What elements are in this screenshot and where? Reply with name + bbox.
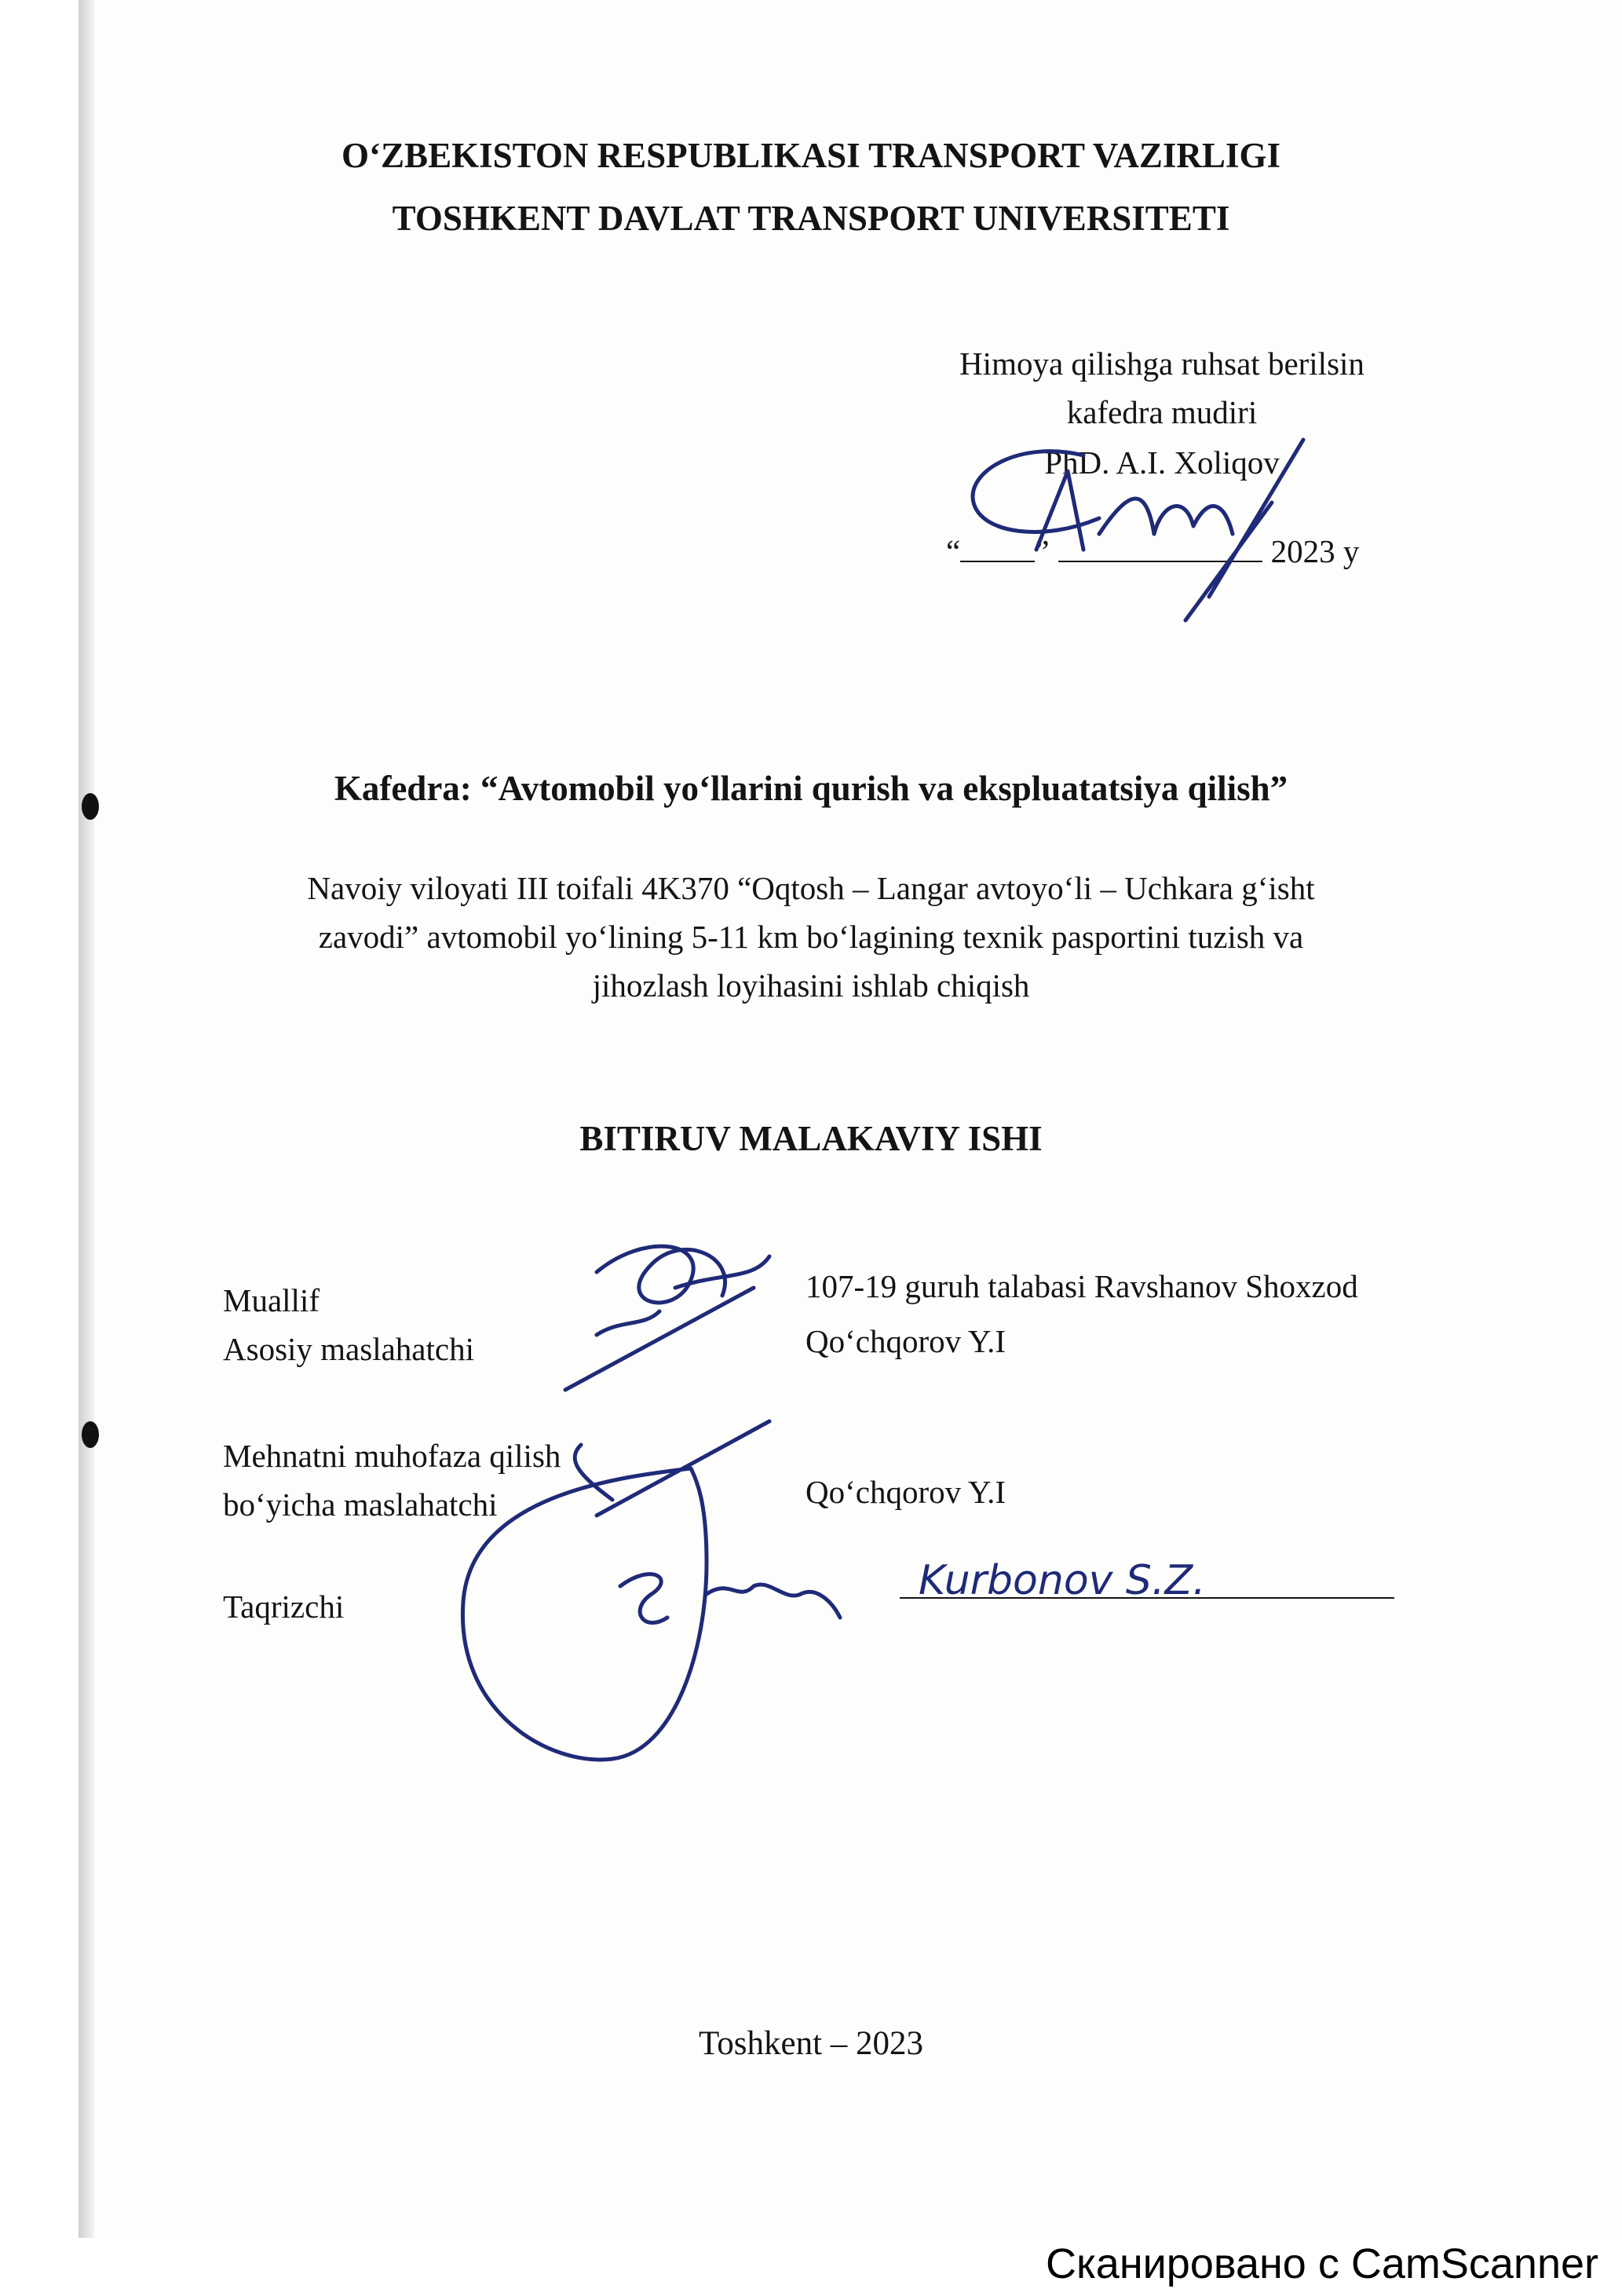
advisor-value: Qo‘chqorov Y.I (806, 1323, 1006, 1359)
approval-line-2: kafedra mudiri (1066, 394, 1258, 430)
punch-hole (82, 1421, 99, 1448)
safety-label-line-2: bo‘yicha maslahatchi (223, 1486, 498, 1523)
work-type-title: BITIRUV MALAKAVIY ISHI (579, 1119, 1043, 1158)
author-label: Muallif (223, 1282, 320, 1318)
topic-line-2: zavodi” avtomobil yo‘lining 5-11 km bo‘lagining texnik pasportini tuzish va (318, 919, 1304, 955)
camscanner-watermark: Сканировано с CamScanner (1045, 2240, 1598, 2287)
footer-city-year: Toshkent – 2023 (698, 2025, 924, 2062)
university-title: TOSHKENT DAVLAT TRANSPORT UNIVERSITETI (392, 199, 1230, 238)
author-value: 107-19 guruh talabasi Ravshanov Shoxzod (806, 1268, 1358, 1304)
approval-year: 2023 y (1270, 533, 1360, 569)
approval-line-1: Himoya qilishga ruhsat berilsin (959, 345, 1364, 382)
approval-date-line (946, 532, 1359, 570)
topic-line-1: Navoiy viloyati III toifali 4K370 “Oqtosh – Langar avtoyo‘li – Uchkara g‘isht (307, 870, 1315, 906)
date-open-quote: “ (946, 533, 961, 569)
reviewer-label: Taqrizchi (223, 1589, 345, 1625)
reviewer-signature-line (900, 1597, 1394, 1599)
approval-line-3: PhD. A.I. Xoliqov (1044, 444, 1280, 481)
department-label: Kafedra: (334, 769, 472, 808)
reviewer-handwritten-name: Kurbonov S.Z. (919, 1557, 1206, 1604)
ministry-title: O‘ZBEKISTON RESPUBLIKASI TRANSPORT VAZIRLIGI (342, 136, 1280, 175)
topic-line-3: jihozlash loyihasini ishlab chiqish (592, 967, 1030, 1004)
department-name: “Avtomobil yo‘llarini qurish va ekspluatatsiya qilish” (480, 769, 1288, 808)
safety-value: Qo‘chqorov Y.I (806, 1474, 1006, 1510)
department-line (0, 768, 1622, 809)
advisor-label: Asosiy maslahatchi (223, 1331, 474, 1367)
safety-label-line-1: Mehnatni muhofaza qilish (223, 1438, 561, 1474)
date-close-quote: ” (1035, 533, 1050, 569)
